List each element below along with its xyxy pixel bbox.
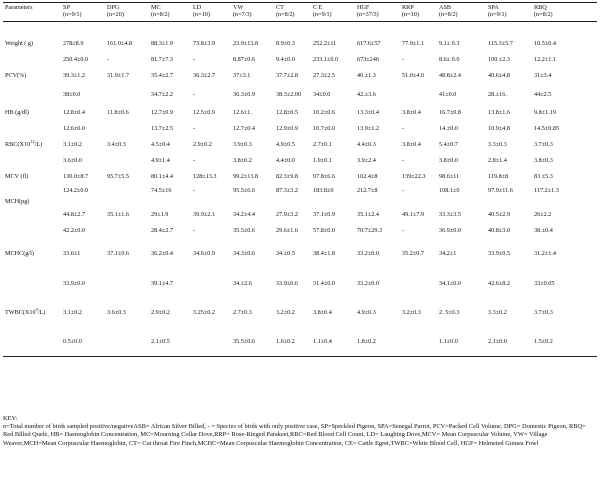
table-row <box>3 105 597 121</box>
table-cell <box>191 269 231 299</box>
table-cell <box>400 197 437 207</box>
table-cell: 48.8±2.4 <box>439 72 461 79</box>
table-cell: 0.5±0.0 <box>61 327 105 357</box>
table-cell <box>105 185 149 197</box>
table-cell: 74.5±16 <box>151 187 172 194</box>
table-cell: 39.1±4.7 <box>151 280 173 287</box>
table-cell: 12.7±0.4 <box>233 125 255 132</box>
table-cell: 12.9±0.9 <box>276 125 298 132</box>
table-row <box>3 207 597 223</box>
table-cell: 8.9±0.3 <box>276 40 295 47</box>
parameter-label <box>3 269 61 299</box>
header-sample-size: (n=8/2) <box>439 11 458 18</box>
table-cell: 37.7±2.8 <box>276 72 298 79</box>
table-cell: 42.6±8.2 <box>488 280 510 287</box>
table-cell: 124.2±0.0 <box>63 187 89 194</box>
header-abbr: VW <box>233 4 244 11</box>
table-row <box>3 84 597 105</box>
header-abbr: HGF <box>357 4 370 11</box>
table-cell: 117.2±1.3 <box>534 187 559 194</box>
table-cell: 23.9±13.8 <box>233 40 259 47</box>
table-cell <box>105 223 149 239</box>
table-cell <box>105 84 149 105</box>
table-cell <box>532 197 597 207</box>
table-row <box>3 299 597 327</box>
table-cell: 3.7±0.3 <box>534 309 553 316</box>
table-cell: 41±0.0 <box>439 90 457 98</box>
table-cell: 39.3±1.2 <box>63 72 85 79</box>
table-cell: 3.2±0.3 <box>402 309 421 316</box>
table-cell: 3.8±0.4 <box>313 309 332 316</box>
table-cell <box>486 197 532 207</box>
table-cell <box>105 153 149 169</box>
table-cell: 33.3±3.5 <box>439 211 461 218</box>
table-cell <box>231 197 274 207</box>
header-abbr: Parameters <box>5 4 33 11</box>
table-cell: 8.87±0.6 <box>233 56 255 63</box>
table-cell: 13.3±0.4 <box>357 109 379 116</box>
table-cell: 34.1±0.0 <box>439 280 461 287</box>
table-cell: 11.8±0.6 <box>107 109 129 116</box>
header-sample-size: (n=10) <box>402 11 419 18</box>
table-cell: 37.1±0.6 <box>107 250 129 257</box>
table-cell: 34.±0.5 <box>276 250 295 257</box>
table-cell: 31.9±1.7 <box>107 72 129 79</box>
header-abbr: ASB <box>439 4 452 11</box>
header-abbr: RBQ <box>534 4 547 11</box>
table-cell: 57.8±0.0 <box>313 227 335 234</box>
table-cell: 278±8.9 <box>63 40 84 47</box>
table-cell: 40.5±2.9 <box>488 211 510 218</box>
table-cell: 38.3±2.00 <box>276 90 302 98</box>
header-abbr: MC <box>151 4 161 11</box>
table-cell <box>355 197 400 207</box>
table-cell: 10.5±0.4 <box>534 40 556 47</box>
table-cell: 2.1±0.5 <box>149 327 191 357</box>
table-cell: - <box>193 187 196 194</box>
parameter-label <box>3 84 61 105</box>
table-cell: 35.5±0.6 <box>233 227 255 234</box>
key-text: n=Total number of birds sampled positive/negativeASB= African Silver Billed, - = Species of birds with only positive case, SP=Speckled Pigeon, SPA=Senegal Parrot, PCV=Packed Cell Volume, DPG= Domestic Pigeon, RBQ= Red Billed Quele, HB= Haemoglobin Concentration, MC=Mourning Collar Dove,RRP= Rose-Ringed Parakeet,RBC=Red Blood Cell Count, LD= Laughing Dove,MCV= Mean Corpuscular Volume, VW= Village Weaver,MCH=Mean Corpuscular Haemoglobin, CT= Cut throat Fire Finch,MCHC=Mean Corpuscular Haemoglobin Concentration, CE= Cattle Egret,TWBC=White Blood Cell, HGF= Helmeted Guinea Fowl <box>3 423 586 447</box>
header-species <box>231 3 274 22</box>
table-cell <box>105 327 149 357</box>
table-cell: 1.9±0.1 <box>313 157 332 164</box>
table-cell: 8.6± 0.0 <box>439 56 460 63</box>
table-cell: 3.8±0.4 <box>402 109 421 116</box>
header-parameters <box>3 3 61 22</box>
header-species <box>486 3 532 22</box>
table-cell: 14.5±0.85 <box>534 125 560 132</box>
header-species <box>191 3 231 22</box>
table-cell: 3.8±0.0 <box>439 157 458 164</box>
table-cell: 3.2±0.2 <box>276 309 295 316</box>
table-cell: 212.7±8 <box>357 187 378 194</box>
table-cell: 87.3±3.2 <box>276 187 298 194</box>
table-cell <box>105 269 149 299</box>
table-cell: 36.3±0.9 <box>233 90 255 98</box>
table-cell: 14.±0.0 <box>439 125 458 132</box>
table-row <box>3 169 597 185</box>
table-cell: 617.6±57 <box>357 40 381 47</box>
table-row <box>3 36 597 52</box>
table-cell: 36.9±0.0 <box>439 227 461 234</box>
table-cell: 81.7±7.3 <box>151 56 173 63</box>
table-cell: - <box>402 187 405 194</box>
parameter-label: MCH(pg) <box>5 198 30 205</box>
table-cell: 31.4±0.0 <box>313 280 335 287</box>
table-cell: 10.7±0.0 <box>313 125 335 132</box>
table-cell <box>191 197 231 207</box>
table-cell <box>400 327 437 357</box>
table-cell: - <box>107 56 110 63</box>
header-species <box>311 3 355 22</box>
table-cell: 26±2.2 <box>534 211 552 218</box>
table-cell <box>231 22 274 36</box>
table-cell: - <box>402 56 405 63</box>
table-row <box>3 52 597 68</box>
table-cell: 673±246 <box>357 56 379 63</box>
table-cell: 34±0.0 <box>313 90 331 98</box>
table-row <box>3 68 597 84</box>
table-cell: 77.9±1.1 <box>402 40 424 47</box>
table-cell: 3.9±2.4 <box>357 157 376 164</box>
parameter-label: $TWBC(X10^9/L)$ <box>5 306 46 316</box>
table-cell <box>274 22 311 36</box>
header-species <box>105 3 149 22</box>
table-cell: 35.4±2.7 <box>151 72 173 79</box>
table-cell: 33.2±0.0 <box>357 280 379 287</box>
table-cell <box>486 22 532 36</box>
parameter-label: HB (g/dl) <box>5 109 29 116</box>
table-row <box>3 153 597 169</box>
table-cell <box>311 22 355 36</box>
table-cell: 33.2±0.0 <box>357 250 379 257</box>
table-cell: 95.5±6.6 <box>233 187 255 194</box>
table-cell: 5.4±0.7 <box>439 141 458 148</box>
table-cell: 2.7±0.3 <box>233 309 252 316</box>
table-cell: 3.8±0.2 <box>233 157 252 164</box>
table-cell: 102.4±8 <box>357 173 378 180</box>
table-cell: 2. 5±0.3 <box>439 309 460 316</box>
table-cell <box>400 84 437 105</box>
table-cell: 252.2±11 <box>313 40 337 47</box>
table-cell: 44±2.5 <box>534 90 552 98</box>
table-cell: 12.8±0.4 <box>63 109 85 116</box>
header-sample-size: (n=10) <box>193 11 210 18</box>
table-cell: 3.6±0.0 <box>63 157 82 164</box>
header-abbr: SP <box>63 4 70 11</box>
table-cell: - <box>402 157 405 164</box>
table-cell: 1.6±0.2 <box>274 327 311 357</box>
parameter-label <box>3 207 61 223</box>
table-cell <box>149 22 191 36</box>
header-species <box>532 3 597 22</box>
table-cell: 12.6±1. <box>233 109 252 116</box>
parameter-label <box>3 185 61 197</box>
table-cell <box>400 269 437 299</box>
table-cell <box>437 197 486 207</box>
table-cell: 97.9±11.6 <box>488 187 513 194</box>
table-cell: 34.7±2.2 <box>151 90 173 98</box>
table-cell: - <box>193 125 196 132</box>
table-cell: - <box>193 56 196 63</box>
table-row <box>3 137 597 153</box>
table-cell: 33±0.05 <box>534 280 555 287</box>
table-cell: 115.3±5.7 <box>488 40 513 47</box>
table-cell: 34.2±1 <box>439 250 457 257</box>
table-cell: 1.1±0.4 <box>311 327 355 357</box>
table-cell: 31.2±1.4 <box>534 250 556 257</box>
table-cell <box>105 22 149 36</box>
table-cell: 40.8±3.0 <box>488 227 510 234</box>
parameter-label <box>3 153 61 169</box>
table-cell: 12.7±0.9 <box>151 109 173 116</box>
table-cell: 1.5±0.2 <box>532 327 597 357</box>
header-row <box>3 3 597 22</box>
table-cell: 36.2±0.4 <box>151 250 173 257</box>
table-cell: 35.1±1.6 <box>107 211 129 218</box>
table-cell: 33.9±0.0 <box>63 280 85 287</box>
table-row <box>3 185 597 197</box>
table-cell: 97.8±6.6 <box>313 173 335 180</box>
header-species <box>400 3 437 22</box>
header-species <box>61 3 105 22</box>
table-cell: 49.1±7.9 <box>402 211 424 218</box>
table-cell: 3.1±0.2 <box>63 141 82 148</box>
table-cell: 29±1.9 <box>151 211 169 218</box>
table-cell: 38.4±1.8 <box>313 250 335 257</box>
haematology-table <box>3 2 597 357</box>
table-cell: 4.4±0.0 <box>276 157 295 164</box>
parameter-label <box>3 327 61 357</box>
table-cell: 36.3±2.7 <box>193 72 215 79</box>
table-cell: 42.±3.6 <box>357 90 376 98</box>
table-cell: 130.0±8.7 <box>63 173 89 180</box>
table-cell <box>105 121 149 137</box>
table-cell: - <box>402 125 405 132</box>
table-cell: 34.6±0.9 <box>193 250 215 257</box>
table-cell: 3.25±0.2 <box>193 309 215 316</box>
table-cell: 2.9±0.2 <box>193 141 212 148</box>
table-cell: 3.3±0.3 <box>488 141 507 148</box>
header-abbr: C E <box>313 4 323 11</box>
header-sample-size: (n=7/3) <box>233 11 252 18</box>
table-cell: 37±3.1 <box>233 72 251 79</box>
table-cell: 12.8±0.5 <box>276 109 298 116</box>
header-abbr: RRP <box>402 4 414 11</box>
header-sample-size: (n=20) <box>107 11 124 18</box>
header-sample-size: (n=8/2) <box>276 11 295 18</box>
table-cell: 4.4±0.3 <box>357 141 376 148</box>
header-species <box>149 3 191 22</box>
table-header <box>3 3 597 22</box>
table-cell: 13.8±1.6 <box>488 109 510 116</box>
header-sample-size: (n=37/3) <box>357 11 379 18</box>
table-cell: 139±22.3 <box>402 173 426 180</box>
table-cell: 108.1±0 <box>439 187 460 194</box>
table-cell: 38.±0.4 <box>534 227 553 234</box>
table-row <box>3 223 597 239</box>
parameter-label: Weight ( g) <box>5 40 34 47</box>
table-cell: 82.3±9.8 <box>276 173 298 180</box>
table-cell: 119.8±8 <box>488 173 509 180</box>
table-cell: 161.0±4.8 <box>107 40 133 47</box>
key-section <box>3 415 597 448</box>
header-sample-size: (n=8/2) <box>151 11 170 18</box>
table-cell <box>311 197 355 207</box>
table-cell: 10.9±4.8 <box>488 125 510 132</box>
parameter-label: MCV (fl) <box>5 173 29 180</box>
table-cell: 3.4±0.3 <box>107 141 126 148</box>
table-cell: 183.8±0 <box>313 187 334 194</box>
table-cell: 3.8±0.3 <box>534 157 553 164</box>
table-cell <box>355 22 400 36</box>
table-cell: 83 ±5.3 <box>534 173 553 180</box>
table-cell: 12.5±0.9 <box>193 109 215 116</box>
table-cell: 10.2±0.6 <box>313 109 335 116</box>
table-cell <box>437 22 486 36</box>
table-cell: 9.1± 0.3 <box>439 40 460 47</box>
parameter-label <box>3 52 61 68</box>
table-cell: 9.8±1.19 <box>534 109 556 116</box>
table-cell: 4.9±0.3 <box>357 309 376 316</box>
header-sample-size: (n=8/2) <box>534 11 553 18</box>
table-cell: 3.3±0.2 <box>488 309 507 316</box>
table-cell <box>191 327 231 357</box>
table-cell: 2.7±0.1 <box>313 141 332 148</box>
table-cell: - <box>193 157 196 164</box>
table-cell: 28.4±2.7 <box>151 227 173 234</box>
table-cell: 1.8±0.2 <box>355 327 400 357</box>
table-row <box>3 197 597 207</box>
table-row <box>3 327 597 357</box>
header-abbr: CT <box>276 4 284 11</box>
table-body <box>3 22 597 357</box>
table-cell: 34.2±4.4 <box>233 211 255 218</box>
table-cell: 51.0±4.0 <box>402 72 424 79</box>
table-cell: 16.7±0.8 <box>439 109 461 116</box>
table-cell: 42.2±0.0 <box>63 227 85 234</box>
table-cell: 1.1±0.0 <box>437 327 486 357</box>
table-cell: 27.9±3.2 <box>276 211 298 218</box>
table-cell: 40.6±4.8 <box>488 72 510 79</box>
table-cell: 80.1±4.4 <box>151 173 173 180</box>
table-cell: 44.8±2.7 <box>63 211 85 218</box>
table-cell: 29.6±1.6 <box>276 227 298 234</box>
table-cell: 33.6±1 <box>63 250 81 257</box>
table-cell <box>61 197 105 207</box>
key-title: KEY: <box>3 415 18 422</box>
table-cell: 28.±16. <box>488 90 507 98</box>
parameter-label: $RBC(X10^{12}/L)$ <box>5 138 43 148</box>
table-cell: 250.4±0.0 <box>63 56 89 63</box>
table-cell: 2.8±1.4 <box>488 157 507 164</box>
table-cell: 13.7±2.5 <box>151 125 173 132</box>
table-cell: 38±0.0 <box>63 90 81 98</box>
table-cell: 88.3±1.9 <box>151 40 173 47</box>
table-cell: 40.±1.3 <box>357 72 376 79</box>
table-row <box>3 22 597 36</box>
header-species <box>437 3 486 22</box>
table-cell: 35.5±0.6 <box>231 327 274 357</box>
header-species <box>355 3 400 22</box>
table-cell: 100 ±2.3 <box>488 56 510 63</box>
table-cell: 95.7±5.5 <box>107 173 129 180</box>
table-row <box>3 269 597 299</box>
table-cell: 73.8±3.9 <box>193 40 215 47</box>
table-cell: - <box>193 227 196 234</box>
table-cell: 37.1±0.9 <box>313 211 335 218</box>
parameter-label <box>3 223 61 239</box>
header-sample-size: (n=9/1) <box>488 11 507 18</box>
table-cell: 34.±2.6 <box>233 280 252 287</box>
table-cell: 35.1±2.4 <box>357 211 379 218</box>
table-cell: 3.6±0.3 <box>107 309 126 316</box>
table-cell: 128±13.3 <box>193 173 217 180</box>
table-row <box>3 239 597 269</box>
parameter-label <box>3 121 61 137</box>
table-cell <box>149 197 191 207</box>
table-cell <box>532 22 597 36</box>
table-cell <box>105 197 149 207</box>
table-cell: 39.9±2.1 <box>193 211 215 218</box>
table-cell: 31±3.4 <box>534 72 552 79</box>
table-cell: 233.1±0.0 <box>313 56 339 63</box>
table-cell: 4.5±0.4 <box>151 141 170 148</box>
table-cell: 99.2±13.8 <box>233 173 259 180</box>
table-cell <box>400 22 437 36</box>
header-species <box>274 3 311 22</box>
table-cell: 27.3±2.5 <box>313 72 335 79</box>
table-cell: 2.1±0.0 <box>486 327 532 357</box>
header-sample-size: (n=9/1) <box>313 11 332 18</box>
table-cell: 4.9±1.4 <box>151 157 170 164</box>
parameter-label: PCV(%) <box>5 72 27 79</box>
table-cell <box>191 22 231 36</box>
table-cell: 3.9±0.3 <box>233 141 252 148</box>
table-cell: 3.1±0.2 <box>63 309 82 316</box>
table-cell: 33.9±0.5 <box>488 250 510 257</box>
table-cell: 2.9±0.2 <box>151 309 170 316</box>
table-cell: 34.3±0.6 <box>233 250 255 257</box>
table-cell: 9.4±0.0 <box>276 56 295 63</box>
table-cell: 3.8±0.4 <box>402 141 421 148</box>
table-cell: - <box>193 90 196 98</box>
table-cell: 35.2±0.7 <box>402 250 424 257</box>
header-abbr: LD <box>193 4 202 11</box>
header-sample-size: (n=9/1) <box>63 11 82 18</box>
table-cell <box>274 197 311 207</box>
parameter-label: MCHC(g/l) <box>5 250 34 257</box>
parameter-label <box>3 22 61 36</box>
header-abbr: DPG <box>107 4 120 11</box>
table-cell: - <box>402 227 405 234</box>
table-cell: 3.7±0.3 <box>534 141 553 148</box>
table-cell: 70.7±29.3 <box>357 227 383 234</box>
table-cell: 4.9±0.5 <box>276 141 295 148</box>
header-abbr: SPA <box>488 4 499 11</box>
table-cell: 33.9±0.6 <box>276 280 298 287</box>
table-cell <box>61 22 105 36</box>
table-cell: 12.2±1.1 <box>534 56 556 63</box>
table-cell: 12.6±0.0 <box>63 125 85 132</box>
table-cell: 13.9±1.2 <box>357 125 379 132</box>
table-row <box>3 121 597 137</box>
table-cell: 98.6±11 <box>439 173 460 180</box>
